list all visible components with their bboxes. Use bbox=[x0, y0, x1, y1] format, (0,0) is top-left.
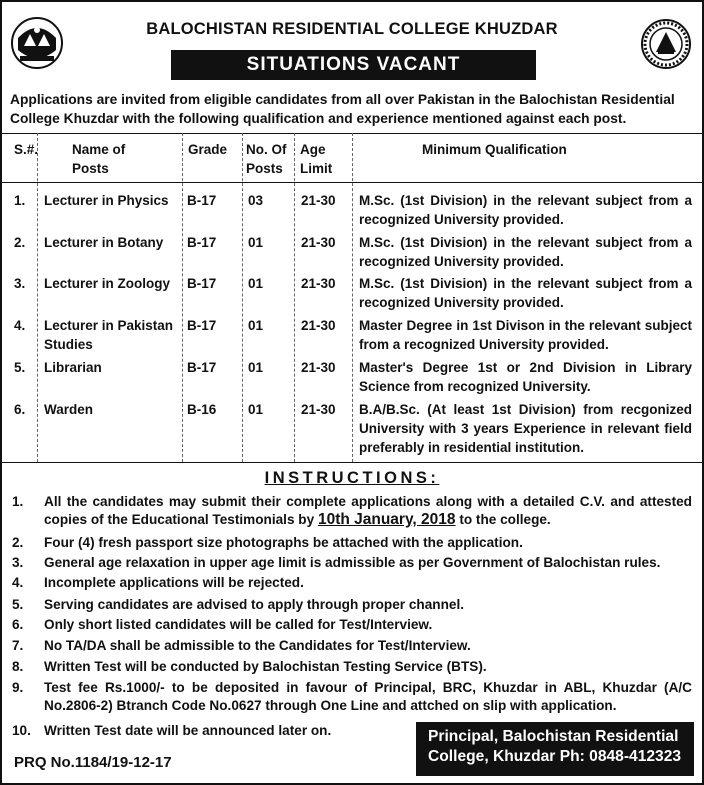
cell-age-limit: 21-30 bbox=[301, 235, 336, 250]
signature-line: Principal, Balochistan Residential bbox=[428, 728, 679, 745]
college-title: BALOCHISTAN RESIDENTIAL COLLEGE KHUZDAR bbox=[146, 20, 558, 38]
instruction-text: Four (4) fresh passport size photographs be attached with the application. bbox=[44, 535, 523, 550]
instruction-number: 9. bbox=[12, 680, 24, 695]
cell-post: Warden bbox=[44, 402, 94, 417]
cell-qualification: M.Sc. (1st Division) in the relevant subject from a recognized University provided. bbox=[359, 235, 692, 269]
instruction-text: Serving candidates are advised to apply through proper channel. bbox=[44, 597, 464, 612]
instruction-number: 1. bbox=[12, 494, 24, 509]
instruction-text: Test fee Rs.1000/- to be deposited in favour of Principal, BRC, Khuzdar in ABL, Khuzdar (A/C No.2806-2) Btranch Code No.0627 through One Line and attched on slip with application. bbox=[44, 680, 692, 713]
cell-post: Lecturer in Pakistan Studies bbox=[44, 318, 174, 352]
cell-post: Lecturer in Zoology bbox=[44, 276, 171, 291]
cell-qualification: M.Sc. (1st Division) in the relevant subject from a recognized University provided. bbox=[359, 193, 692, 227]
cell-serial: 4. bbox=[14, 318, 26, 333]
header-post: Name of Posts bbox=[72, 142, 126, 176]
cell-grade: B-17 bbox=[187, 276, 217, 291]
instruction-text: Written Test will be conducted by Balochistan Testing Service (BTS). bbox=[44, 659, 487, 674]
cell-no-of-posts: 01 bbox=[248, 360, 264, 375]
cell-grade: B-17 bbox=[187, 318, 217, 333]
signature-box bbox=[416, 722, 694, 776]
cell-serial: 2. bbox=[14, 235, 26, 250]
instruction-text: No TA/DA shall be admissible to the Candidates for Test/Interview. bbox=[44, 638, 471, 653]
cell-post: Lecturer in Physics bbox=[44, 193, 169, 208]
cell-serial: 5. bbox=[14, 360, 26, 375]
cell-qualification: M.Sc. (1st Division) in the relevant subject from a recognized University provided. bbox=[359, 276, 692, 310]
instruction-number: 8. bbox=[12, 659, 24, 674]
cell-no-of-posts: 01 bbox=[248, 402, 264, 417]
cell-age-limit: 21-30 bbox=[301, 402, 336, 417]
cell-grade: B-17 bbox=[187, 235, 217, 250]
cell-qualification: Master Degree in 1st Divison in the relevant subject from a recognized University provided. bbox=[359, 318, 692, 352]
header-serial: S.#. bbox=[14, 142, 39, 157]
cell-grade: B-17 bbox=[187, 360, 217, 375]
instruction-text: All the candidates may submit their complete applications along with a detailed C.V. and attested copies of the Educational Testimonials by 10th January, 2018 to the college. bbox=[44, 494, 692, 528]
cell-serial: 1. bbox=[14, 193, 26, 208]
instruction-number: 7. bbox=[12, 638, 24, 653]
cell-no-of-posts: 01 bbox=[248, 318, 264, 333]
signature-line: College, Khuzdar Ph: 0848-412323 bbox=[428, 748, 682, 765]
cell-serial: 6. bbox=[14, 402, 26, 417]
prq-number: PRQ No.1184/19-12-17 bbox=[14, 754, 172, 771]
header-no-of-posts: No. Of Posts bbox=[246, 142, 287, 176]
instruction-number: 2. bbox=[12, 535, 24, 550]
cell-no-of-posts: 03 bbox=[248, 193, 264, 208]
cell-post: Lecturer in Botany bbox=[44, 235, 164, 250]
cell-grade: B-17 bbox=[187, 193, 217, 208]
intro-text: Applications are invited from eligible candidates from all over Pakistan in the Balochistan Residential College Khuzdar with the following qualification and experience mentioned against each post. bbox=[10, 92, 675, 126]
header-age-limit: Age Limit bbox=[300, 142, 333, 176]
instructions-heading: INSTRUCTIONS: bbox=[264, 469, 440, 487]
instruction-text: Only short listed candidates will be called for Test/Interview. bbox=[44, 617, 433, 632]
cell-grade: B-16 bbox=[187, 402, 217, 417]
cell-qualification: Master's Degree 1st or 2nd Division in Library Science from recognized University. bbox=[359, 360, 692, 394]
divider bbox=[2, 182, 702, 183]
cell-no-of-posts: 01 bbox=[248, 276, 264, 291]
cell-age-limit: 21-30 bbox=[301, 276, 336, 291]
instruction-number: 4. bbox=[12, 575, 24, 590]
cell-age-limit: 21-30 bbox=[301, 360, 336, 375]
instruction-text: Written Test date will be announced later on. bbox=[44, 723, 332, 738]
situations-vacant-banner: SITUATIONS VACANT bbox=[171, 50, 536, 80]
cell-no-of-posts: 01 bbox=[248, 235, 264, 250]
cell-serial: 3. bbox=[14, 276, 26, 291]
header-grade: Grade bbox=[188, 142, 228, 157]
deadline-date: 10th January, 2018 bbox=[317, 511, 456, 528]
instruction-number: 6. bbox=[12, 617, 24, 632]
cell-qualification: B.A/B.Sc. (At least 1st Division) from recgonized University with 3 years Experience in relevant field preferably in residential institution. bbox=[359, 402, 692, 455]
header-qualification: Minimum Qualification bbox=[422, 142, 567, 157]
cell-post: Librarian bbox=[44, 360, 102, 375]
cell-age-limit: 21-30 bbox=[301, 193, 336, 208]
instruction-number: 3. bbox=[12, 555, 24, 570]
cell-age-limit: 21-30 bbox=[301, 318, 336, 333]
instruction-text: Incomplete applications will be rejected. bbox=[44, 575, 304, 590]
instruction-text: General age relaxation in upper age limit is admissible as per Government of Balochistan rules. bbox=[44, 555, 661, 570]
divider bbox=[2, 462, 702, 463]
instruction-number: 5. bbox=[12, 597, 24, 612]
instruction-number: 10. bbox=[12, 723, 31, 738]
